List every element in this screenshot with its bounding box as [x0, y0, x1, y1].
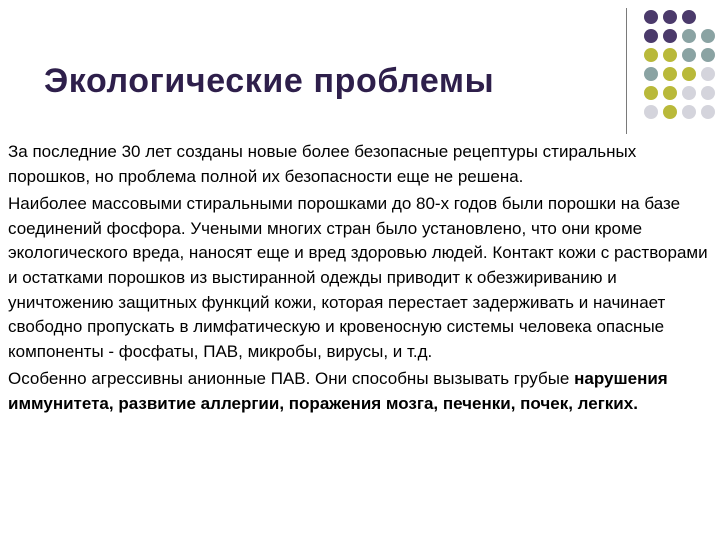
decorative-dot [644, 105, 658, 119]
decorative-dot [682, 86, 696, 100]
decorative-dot [701, 67, 715, 81]
decorative-dot [701, 105, 715, 119]
decorative-dot [663, 48, 677, 62]
decorative-dot [663, 67, 677, 81]
paragraph-3-bold: нарушения иммунитета, развитие аллергии, поражения мозга, печенки, почек, легких. [8, 369, 668, 413]
divider-line [626, 8, 627, 134]
decorative-dot [644, 48, 658, 62]
decorative-dot [663, 10, 677, 24]
decorative-dot [644, 67, 658, 81]
decorative-dot [682, 29, 696, 43]
decorative-dot [644, 10, 658, 24]
decorative-dot [644, 86, 658, 100]
decorative-dot [701, 29, 715, 43]
paragraph-3-normal: Особенно агрессивны анионные ПАВ. Они способны вызывать грубые [8, 369, 570, 389]
decorative-dot [682, 67, 696, 81]
decorative-dot [701, 86, 715, 100]
decorative-dot [663, 29, 677, 43]
decorative-dot [701, 48, 715, 62]
slide-title: Экологические проблемы [44, 62, 495, 100]
decorative-dot [644, 29, 658, 43]
paragraph-2: Наиболее массовыми стиральными порошками до 80-х годов были порошки на базе соединений фосфора. Учеными многих стран было установлено, что они кроме экологического вреда, наносят еще и вред здоровью людей. Контакт кожи с растворами и остатками порошков из выстиранной одежды приводит к обезжириванию и уничтожению защитных функций кожи, которая перестает задерживать и начинает свободно пропускать в лимфатическую и кровеносную системы человека опасные компоненты - фосфаты, ПАВ, микробы, вирусы, и т.д. [8, 194, 708, 361]
decorative-dot [663, 105, 677, 119]
decorative-dot [682, 10, 696, 24]
body-text [8, 140, 708, 420]
decorative-dot [663, 86, 677, 100]
decorative-dot [682, 48, 696, 62]
decorative-dot [682, 105, 696, 119]
paragraph-3 [8, 367, 708, 416]
paragraph-1: За последние 30 лет созданы новые более безопасные рецептуры стиральных порошков, но проблема полной их безопасности еще не решена. [8, 142, 637, 186]
